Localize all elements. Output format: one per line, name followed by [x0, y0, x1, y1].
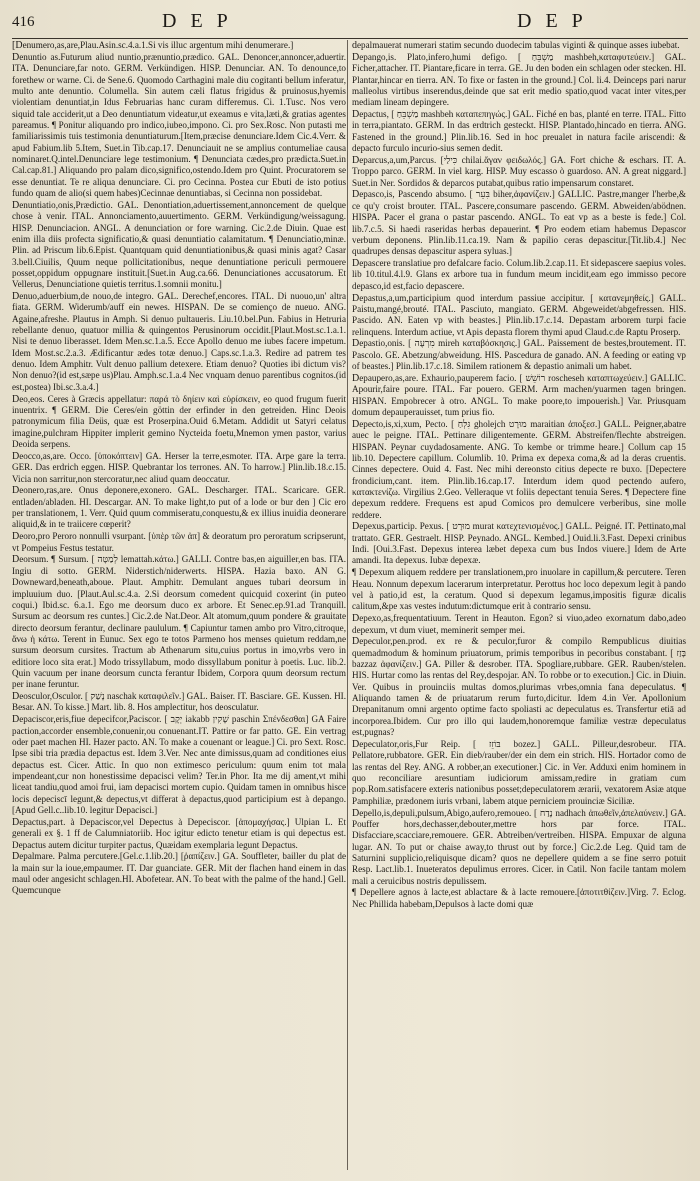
dictionary-entry: ¶ Depexum aliquem reddere per translationem,pro inuolare in capillum,& percutere. Teren Heau. Nonnum depexum lacerarum interpretatur. Perottus hoc loco depexum legit à pando vel à patio,id est, la ceratum. Quod si depexum legamus,impositis figuræ dicalis calitum,&pe xas vestes indutum:dictumque erit à contrario sensu. — [352, 567, 686, 612]
dictionary-entry: Depexo,as,frequentatiuum. Terent in Heauton. Egon? si viuo,adeo exornatum dabo,adeo depexum, vt dum viuet, meminerit semper mei. — [352, 613, 686, 635]
running-head-right: DEP — [517, 10, 597, 32]
dictionary-entry: ¶ Depellere agnos à lacte,est ablactare & à lacte remouere.[ἀποτιτθίζειν.]Virg. 7. Eclog. Nec Phillida habebam,Depulsos à lacte domi quæ — [352, 887, 686, 909]
dictionary-entry: Deoro,pro Peroro nonnulli vsurpant. [ὑπὲρ τῶν ἀπ] & deoratum pro peroratum scripserunt, vt Pompeius Festus testatur. — [12, 531, 346, 553]
dictionary-entry: Denuntio as.Futurum aliud nuntio,prænuntio,prædico. GAL. Denoncer,annoncer,aduertir. ITA. Denunciare,far noto. GERM. Verkündigen. HISP. Denunciar. AN. To denounce,to forethew or warne. Ci. de Sene.6. Quomodo Carthagini male diu cogitanti bellum inferatur, multo ante denuntio. Columella. Sin autem cæli flatus frigidus & pruinosus,hyemis violentiam denuntiat,in Idus Februarias hanc curam differemus. Ci. 1.Tusc. Nos vero siquid tale acciderit,ut a Deo denuntiatum videatur,ut exeamus e vita,læti,& gratias agentes pareamus. ¶ Ponitur aliquando pro indico,iubeo,impono. Ci. pro Sex.Rosc. Non putasti me familiarissimis tuis testimonia denuntiaturum.[Item,præcise denunciare.Idem Cic.4.Verr. & apud Fabium.lib 5.Item, Suet.in Tib.cap.17. Denunciauit ne se amplius contumeliae causa nominaret.Q.intel.Denunciare lege testimonium. ¶ Denunciata cædes,pro prædicta.Suet.in Cal.cap.81.] Aliquando pro palam dico,significo,ostendo.Idem pro Quint. Procuratorem se esse denuntiat. Te re aliqua denunciare. Ci. pro Cecinna. Postea cur Ebuti de isto potius fundo quam de alio(si quem habes)Cecinnae denuntiabas, si Cecinna non possidebat. — [12, 51, 346, 198]
dictionary-entry: Deo,eos. Ceres à Græcis appellatur: παρά τὸ δηίειν καὶ εὑρίσκειν, eo quod frugum fuerit inuentrix. ¶ GERM. Die Ceres/ein göttin der erfinder in den getreiden. Hinc Deois patronymicum filia Deüs, quæ est Proserpina.Ouid 6.Metam. Addidit ut Satyri celatus imagine,pulchram Hippiter implerit gemino Nycteida foetu,Mnemon ymen pastor, varius Deoida serpens. — [12, 393, 346, 450]
dictionary-entry: Depactus,part. à Depaciscor,vel Depectus à Depeciscor. [ἀπομαχήσας.] Ulpian L. Et generali ex §. 1 ff de Calumniatoriib. Hoc igitur edicto tenetur etiam is qui depectus est. Depactus autem dicitur turpiter pactus, Quæidam exemplaria legunt Depactus. — [12, 816, 346, 850]
dictionary-entry: Depexus,particip. Pexus. [ מוּרָט murat κατεχτενισμένος.] GALL. Peigné. IT. Pettinato,mal trattato. GER. Gestraelt. HISP. Peynado. ANGL. Kembed.] Ouid.li.3.Fast. Depexi crinibus Indi. [Oui.3.Fast. Depexus interea læbet depexa cum bus Indos viuere.] Idem de Arte amandi. Ita depexus. Iubæ depexæ. — [352, 521, 686, 566]
running-head-left: DEP — [162, 10, 242, 32]
dictionary-entry: Deonero,ras,are. Onus deponere,exonero. GAL. Descharger. ITAL. Scaricare. GER. entladen/abladen. HI. Descargar. AN. To make light,to put of a lode or bur den ] Cic ero per translationem, 1. Verr. Quid quum commiseratu,conquestu,& ex illius inuidia deonerare aliquid,& in te traiicere cœperit? — [12, 485, 346, 530]
dictionary-entry: Depastus,a,um,participium quod interdum passiue accipitur. [ κατανεμηθείς.] GALL. Paistu,mangé,brouté. ITAL. Pasciuto, mangiato. GERM. Abgeweidet/abgefressen. HIS. Pascido. AN. Eaten vp with beastes.] Plin.lib.17.c.14. Depastam arborem turpi facie relinquens. Interdum actiue, vt Apis depasta florem thymi apud Claud.c.de Raptu Proserp. — [352, 292, 686, 337]
dictionary-entry: Depaciscor,eris,fiue depecifcor,Paciscor. [ יְקָב iakabb שָׁקִין paschin Σπένδεσθαι] GA Faire paction,accorder ensemble,conuenir,ou conuenant.IT. Pattire or far patto. GE. Ein vertrag oder paet machen HI. Hazer pacto. AN. To make a couenant or league.] Ci. pro Sext. Rosc. Ipse sibi tria prædia depactus est. Idem 3.Ver. Nec ante dimissus,quam ad conditiones eius depactus est. Cicer. Attic. In quo non extimesco periculum: quum enim tot mala impendeant,cur non honestissime depacisci velim? Ter.in Phor. Ita me dij ament,vt mihi liceat tandiu,quod amoi frui, iam depacisci mortem cupio. Quidam tamen in omnibus hisce locis depeciscī legunt,& depectus,vt differat à depactus,quod participium est à depango.[Apud Gell.c..lib.10. legitur Depacisci.] — [12, 714, 346, 816]
page-number: 416 — [12, 14, 35, 30]
dictionary-entry: Depastio,onis. [ מִרְעֶה mireh καταβόσκησις.] GAL. Paissement de bestes,broutement. IT. Pascolo. GE. Abetzung/abweidung. HIS. Pascedura de ganado. AN. A feeding or eating vp of beastes.] Plin.lib.17.c.18. Similem rationem & depastio animali um habet. — [352, 338, 686, 372]
page-header — [12, 10, 688, 34]
dictionary-entry: Denuntiatio,onis,Prædictio. GAL. Denontiation,aduertissement,annoncement de quelque chose à venir. ITAL. Annonciamento,auuertimento. GERM. Verkündigung/weissagung. HISP. Denunciacion. ANGL. A denunciation or fore warning. Cic.2.de Diuin. Quae est enim illa diis profecta significatio,& quasi denuntiatio calamitatum. ¶ Denunciatio,minæ. Plin. ad Priscum lib.6.Epist. Quantquam quid denuntiationibus,& quasi minis agat? Casar 3.bell.Ciuilis, Quum neque pollicitationibus, neque denuntiatione periculi permouere posset,oppidum oppugnare instituit.[Suet.in Aug.ca.66. Denunciationes accusatorum. Et Vellerus, Denunciatione quietis territus.1.somnii monitu.] — [12, 199, 346, 290]
dictionary-entry: Deosculor,Osculor. [ נָשַׁק naschak καταφιλεῖν.] GAL. Baiser. IT. Basciare. GE. Kussen. HI. Besar. AN. To kisse.] Mart. lib. 8. Hos amplectitur, hos deosculatur. — [12, 691, 346, 713]
dictionary-entry: Depello,is,depuli,pulsum,Abigo,aufero,remoueo. [ נָדַח nadhach ἀπωθεῖν,ἀπελαύνειν.] GA. Pouffer hors,dechasser,debouter,mettre hors par force. ITAL. Disfacciare,scacciare,remouere. GER. Abtreiben/vertreiben. HISPA. Empuxar de alguna lugar. AN. To put or chaise away,to thrust out by force.] Cic.2.de Leg. Quid tam de Saturnini supplicio,reliquisque dicam? quos ne depellere quidem a se fine serro potuit Resp. Lact.lib.1. Inueteratos depulimus errores. Cicer. in Catil. Non facile tantam molem mali a ceruicibus nostris depulissem. — [352, 807, 686, 886]
dictionary-entry: Denuo,aduerbium,de nouo,de integro. GAL. Derechef,encores. ITAL. Di nuouo,un' altra fiata. GERM. Widerumb/auff ein newes. HISPAN. De se comienço de nueuo. ANG. Againe,afreshe. Plautus in Amph. Si denuo pultaueris. Liu.10.bel.Pun. Fabius in Hetruria rebellante denuo, quatuor millia & quingentos Perusinorum occidit.[Plaut.Most.sc.1.a.1. Nisi te denuo liberasset. Idem Men.sc.1.a.5. Ecce Apollo denuo me iubes facere impetum. Idem Most.sc.2.a.3. Ædificantur ædes totæ denuo.] Caps.sc.1.a.3. Redire ad patrem tes denuo. Idem Amphitr. Vult denuo pallium detexere. Etiam denuo? Quoties ibi dictum vis? Non denuo?(id est,sæpe us)Plau. Amph.sc.1.a.4 Nec vnquam denuo parentibus cognitos.(id est,postea) Ibi.sc.3.a.4.] — [12, 291, 346, 392]
dictionary-entry: Depeculator,oris,Fur Reip. [ בּוֹזֵז bozez.] GALL. Pilleur,desrobeur. ITA. Pellatore,rubbatore. GER. Ein dieb/rauber/der ein dem ein strich. HIS. Hortador como de las rentas del Rey. ANG. A robber,an executioner.] Cic. in Ver. Adduxi enim hominem in quo reconciliare aresuntiam iudiciorum amissam,redire in gratiam cum pop.Rom.satisfacere exteris nationibus posset;depeculatorem ærarii, vexatorem Asiæ atque Pamphiliæ, prædonem iuris vrbani, labem atque perniciem prouinciæ Siciliæ. — [352, 738, 686, 806]
dictionary-entry: Depascere translatiue pro defalcare facio. Colum.lib.2.cap.11. Et sidepascere saepius voles. lib 10.titul.4.l.9. Glans ex arbore tua in fundum meum incidit,eam ego immisso pecore depasco,id est,facio depascere. — [352, 258, 686, 291]
dictionary-entry: Deocco,as,are. Occo. [ὑποκόπτειν] GA. Herser la terre,esmoter. ITA. Arpe gare la terra. GER. Das erdrich eggen. HISP. Quebrantar los terrones. AN. To harrow.] Plin.lib.18.c.15. Vicia non sarritur,non stercoratur,nec aliud quam deoccatur. — [12, 450, 346, 484]
left-column — [12, 40, 346, 1170]
column-divider — [347, 40, 348, 1170]
right-column — [352, 40, 686, 1170]
dictionary-entry: Depalmare. Palma percutere.[Gel.c.1.lib.20.] [ῥαπίζειν.] GA. Souffleter, bailler du plat de la main sur la ioue,empaumer. IT. Dar guanciate. GER. Mit der flachen hand einem in das maul oder angesicht schlagen.HI. Abofetear. AN. To beat with the palme of the hand.] Gell. Quemcunque — [12, 851, 346, 896]
dictionary-entry: [Denumero,as,are,Plau.Asin.sc.4.a.1.Si vis illuc argentum mihi denumerare.] — [12, 40, 294, 51]
dictionary-entry: Deorsum. ¶ Sursum. [ לְמַטָּה lemattah.κάτω.] GALLI. Contre bas,en aiguiller,en bas. ITA. Ingiu di sotto. GERM. Niderstich/niderwerts. HISPA. Hazia baxo. AN G. Downeward,beneath,aboue. Plaut. Amphitr. Demulant angues tubari deorsum in impluuium duo. [Plaut.Aul.sc.4.a. 2.Si deorsum comedent quicquid coxerint (in puteo coqui.) Ibid.sc. 6.a.1. Ego me deorsum duco ex arbore. Et Senec.ep.91.ad Tranquill. Sursum ac deorsum res cuntes.] Cic.2.de Nat.Deor. Alt atomum,quum pondere & grauitate directo deorsum ferantur, declinare paululum. ¶ Capiuntur tamen ambo pro Vitro,citroque, ἄνω ἡ κάτω. Terent in Eunuc. Sex ego te totos Parmeno hos menses quietum reddam,ne sursum deorsum cursites. Tractum ab Athenarum situ,cuius portus in imo,vrbs vero in editiore loco sita erat.] Modo trissyllabum, modo dissyllabum ponitur à poetis. Luc. lib.2. Quin vacuum per inane deorsum cuncta ferantur Ibidem, Corpora quum deorsum rectum per inane feruntur. — [12, 554, 346, 690]
dictionary-entry: Deparcus,a,um,Parcus. [כִּילַי chilai.ἄγαν φειδωλός.] GA. Fort chiche & eschars. IT. A. Troppo parco. GERM. In viel karg. HISP. Muy escasso ò guardoso. AN. A great niggard.] Suet.in Ner. Sordidos & deparcos putabat,quibus ratio impensarum constaret. — [352, 154, 686, 188]
dictionary-entry: depalmauerat numerari statim secundo duodecim tabulas viginti & quinque asses iubebat. — [352, 40, 680, 51]
dictionary-entry: Depaupero,as,are. Exhaurio,pauperem facio. [ רוֹשֵׁשׁ roscheseh καταπτωχεύειν.] GALLIC. Apourir,faire poure. ITAL. Far pouero. GERM. Arm machen/yuarmen tagen bringen. HISPAN. Empobrecer à otro. ANGL. To make poore,to impouerish.] Var. Priusquam domum depauperauisset, tum prius fio. — [352, 372, 686, 417]
dictionary-entry: Depecto,is,xi,xum, Pecto. [ גִּלְּחַ gholejch מוּרָט maraitian ἀποξεσ.] GALL. Peigner,abatre auec le peigne. ITAL. Pettinare diligentemente. GERM. Abstreifen/flechte abstreigen. HISPAN. Peynar cuydadosamente. ANG. To kembe or trimme heare.] Collum cap 15 lib.10. Depectere capillum. Columlib. 10. Prima ex depexa coma,& ad la deras cruentis. Cinnes depectere. Ouid 4. Fast. Nec mihi dereonsto citius depecte re buxo. [Depectere frondicium,cant. item. Plin.lib.16.cap.17. Interdum idem quod pectendo aufero, κατακτενίζω. Virgilius 2.Geo. Velleraque vt foliis depectant tenuia Seres. ¶ Depectere fine depexum reddere. Frequens est apud Comicos pro demulcere verberibus, sine molle reddere. — [352, 418, 686, 520]
dictionary-entry: Depeculor,pen.prod. ex re & peculor,furor & compilo Rempublicus diuitias quemadmodum & hominum priuatorum, primis temporibus in pecoribus constabant. [ בָּזַז bazzaz ἀφανίζειν.] GA. Piller & desrober. ITA. Spogliare,rubbare. GER. Rauben/stelen. HIS. Hurtar como las rentas del Rey,despojar. AN. To robbe or to execution.] Cic. in Diuin. Ver. Quibus in prouinciis multas domos,plurimas vrbes,omnia fana depeculatus. ¶ Aliquando tamen & de priuatarum rerum furto,dicitur. Idem 4.in Ver. Apollonium Drepanitanum omni argento optime facto spoliasti ac depeculatus es. Transfertur etiā ad incorporea.Ibidem. Cur pro illo qui laudem,honoremque familiæ vestræ depeculatus est,pugnas? — [352, 636, 686, 738]
dictionary-entry: Depango,is. Plato,infero,humi defigo. [ מַשְׁבֵּחַ mashbeh,καταφυτεύειν.] GAL. Ficher,attacher. IT. Piantare,ficare in terra. GE. Ju den boden ein schlagen oder stecken. HI. Plantar,hincar en tierra. AN. To fixe or fasten in the ground.] Col. li.4. Deinceps pari narur malleolus virtibus inserendus,deinde que sat erit medio spatio,quod vacat inter vites,per mediam lineam depingere. — [352, 51, 686, 108]
header-rule — [12, 38, 688, 39]
dictionary-entry: Depactus, [ מַשְׁבֵּחַ mashbeh καταπεπηγώς.] GAL. Fiché en bas, planté en terre. ITAL. Fitto in terra,piantato. GERM. In das erdtrich gesteckt. HISP. Plantado,hincado en tierra. ANG. Fastened in the ground.] Plin.lib.16. Sed in hoc preualet in natura facile ariscendi: & depacto furculo incurio-sius semen dedit. — [352, 109, 686, 154]
dictionary-entry: Depasco,is, Pascendo absumo. [ בִּעֵר biher,ἀφανίζειν.] GALLIC. Pastre,manger l'herbe,& ce qu'y croist brouter. ITAL. Pascere,consumare pascendo. GERM. Abweiden/abödnen. HISPA. Pacer el grana o pastar pascendo. ANGL. To eat vp as a beste is fede.] Col. lib.7.c.5. Si haedi raseridas herbas depauerint. ¶ Pro eodem etiam habemus Depascor verbum deponens. Plin.lib.11.ca.19. Nam & papilio ceras depascitur.[Tit.lib.4.] Nec quadrupes densas depascitur aspera syluas.] — [352, 189, 686, 257]
